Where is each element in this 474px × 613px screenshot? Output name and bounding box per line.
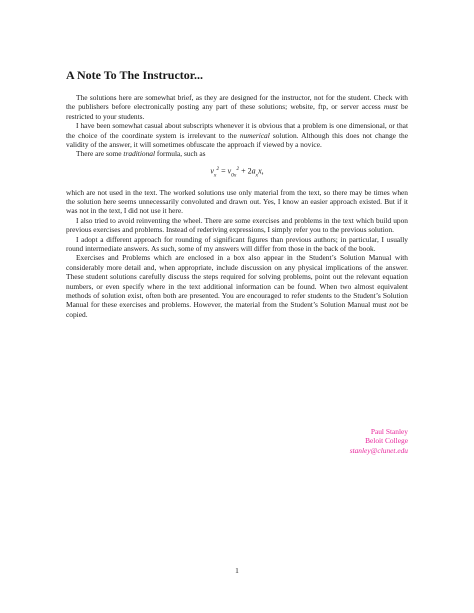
eq-equals: = [219,166,228,176]
paragraph-1-text-b: be restricted to your students. [66,102,409,121]
paragraph-7 [66,253,408,319]
author-institution: Beloit College [365,436,408,446]
eq-r1-var: v [227,166,232,176]
author-email-link[interactable]: stanley@clunet.edu [349,445,408,455]
paragraph-2-text-b: solution. Although this does not change the validity of the answer, it will sometimes obfuscate the approach if viewed by a novice. [66,130,409,150]
eq-r1-sub: 0x [231,172,237,179]
paragraph-7-text-a: Exercises and Problems which are enclosed in a box also appear in the Student’s Solution Manual with considerably more detail and, when appropriate, include discussion on any physical implications of the answer. These student solutions carefully discuss the steps required for solving problems, point out the relevant equation numbers, or even specify where in the text additional information can be found. When two almost equivalent methods of solution exist, often both are presented. You are encouraged to refer students to the Student’s Solution Manual for these exercises and problems. However, the material from the Student’s Solution Manual must [66,253,408,310]
eq-lhs-sub: x [213,172,217,179]
paragraph-2-text-a: I have been somewhat casual about subscripts whenever it is obvious that a problem is one dimensional, or that the choice of the coordinate system is irrelevant to the [66,121,408,140]
paragraph-6: I adopt a different approach for rounding of significant figures than previous authors; in particular, I usually round intermediate answers. As such, some of my answers will differ from those in the back of the book. [66,234,408,253]
paragraph-7-text-b: be copied. [66,300,408,319]
paragraph-3-emphasis: traditional [123,149,156,159]
body-text [66,93,408,319]
paragraph-3-text-a: There are some [76,149,124,159]
paragraph-1-emphasis: must [383,102,398,112]
paragraph-1-text-a: The solutions here are somewhat brief, as they are designed for the instructor, not for the student. Check with the publishers before electronically posting any part of these solutions; website, ftp, or server access [66,93,408,112]
paragraph-4: which are not used in the text. The worked solutions use only material from the text, so there may be times when the solution here seems unnecessarily convoluted and drawn out. Yes, I know an easier approach existed. But if it was not in the text, I did not use it here. [66,187,408,216]
paragraph-2-emphasis: numerical [239,130,270,140]
eq-r1-sup: 2 [236,165,240,172]
signature-block [350,427,408,455]
section-heading: A Note To The Instructor... [66,68,204,82]
paragraph-5: I also tried to avoid reinventing the wheel. There are some exercises and problems in the text which build upon previous exercises and problems. Instead of rederiving expressions, I simply refer you to the previous solution. [66,215,408,235]
eq-plus: + 2 [239,166,252,176]
eq-x-var: x [258,166,262,176]
eq-a-sub: x [255,172,259,179]
paragraph-3-text-b: formula, such as [155,149,206,159]
eq-lhs-sup: 2 [216,165,220,172]
paragraph-2 [66,121,408,149]
paragraph-3 [66,149,408,158]
eq-a-var: a [251,166,256,176]
eq-comma: , [261,166,264,176]
paragraph-7-emphasis: not [389,300,399,310]
eq-lhs-var: v [210,166,214,176]
page-number: 1 [235,566,239,575]
kinematics-equation [66,165,408,181]
paragraph-1 [66,93,408,121]
author-name: Paul Stanley [370,427,408,436]
